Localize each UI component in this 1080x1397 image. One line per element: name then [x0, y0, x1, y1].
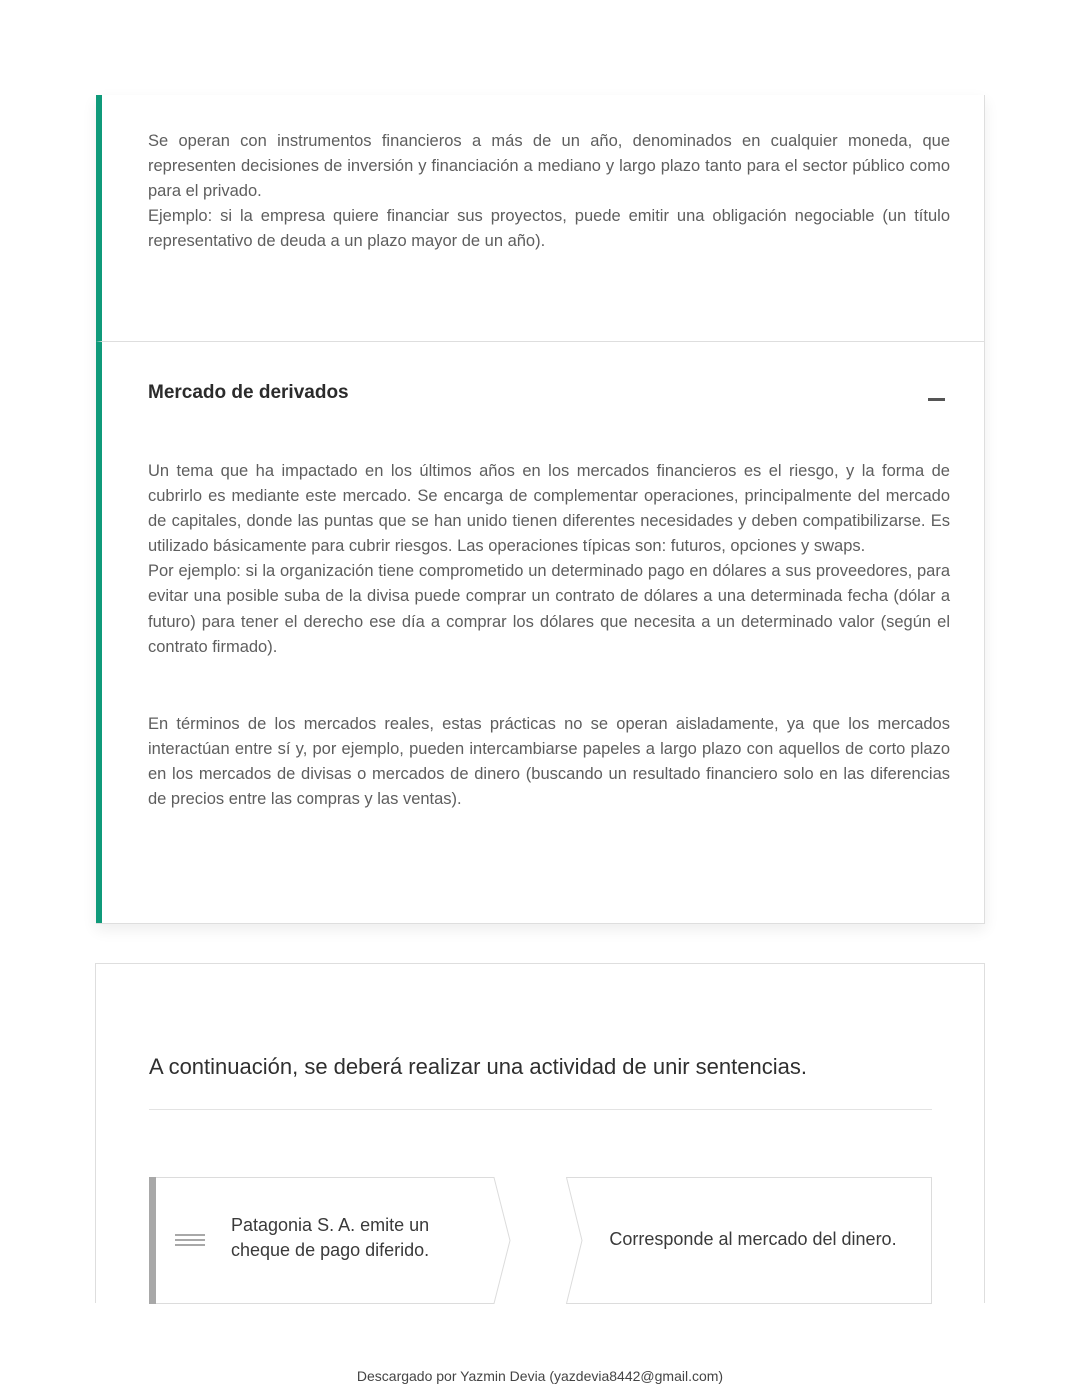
minus-icon — [928, 398, 945, 401]
section-title[interactable]: Mercado de derivados — [148, 382, 349, 403]
drop-target-card[interactable] — [566, 1177, 932, 1304]
matching-activity — [95, 963, 985, 1303]
draggable-card[interactable] — [149, 1177, 513, 1304]
card-statement: Patagonia S. A. emite un cheque de pago diferido. — [231, 1215, 430, 1260]
download-footer: Descargado por Yazmin Devia (yazdevia8442@gmail.com) — [356, 1368, 724, 1384]
section-paragraph: Se operan con instrumentos financieros a más de un año, denominados en cualquier moneda, que representen decisiones de inversión y financiación a mediano y largo plazo tanto para el sector público como para el privado. — [148, 132, 950, 201]
accordion-section-mercado-derivados — [96, 341, 984, 923]
section-example: Por ejemplo: si la organización tiene comprometido un determinado pago en dólares a sus proveedores, para evitar una posible suba de la divisa puede comprar un contrato de dólares a una determinada fecha (dólar a futuro) para tener el derecho ese día a comprar los dólares que necesita a un determinado valor (según el contrato firmado). — [148, 562, 950, 656]
collapse-button[interactable] — [924, 392, 950, 406]
section-body — [148, 129, 950, 254]
accordion — [96, 95, 985, 924]
section-paragraph-2: En términos de los mercados reales, estas prácticas no se operan aisladamente, ya que los mercados interactúan entre sí y, por ejemplo, pueden intercambiarse papeles a largo plazo con aquellos de corto plazo en los mercados de divisas o mercados de dinero (buscando un resultado financiero solo en las diferencias de precios entre las compras y las ventas). — [148, 715, 950, 809]
section-body — [148, 459, 950, 660]
section-example: Ejemplo: si la empresa quiere financiar sus proyectos, puede emitir una obligación negociable (un título representativo de deuda a un plazo mayor de un año). — [148, 207, 950, 251]
activity-title: A continuación, se deberá realizar una actividad de unir sentencias. — [149, 1054, 807, 1079]
section-paragraph: Un tema que ha impactado en los últimos años en los mercados financieros es el riesgo, y la forma de cubrirlo es mediante este mercado. Se encarga de complementar operaciones, principalmente del mercado de capitales, donde las puntas que se han unido tienen diferentes necesidades y deben compatibilizarse. Es utilizado básicamente para cubrir riesgos. Las operaciones típicas son: futuros, opciones y swaps. — [148, 462, 950, 556]
accordion-section-mercado-capitales — [96, 95, 984, 341]
divider — [149, 1109, 932, 1110]
card-answer: Corresponde al mercado del dinero. — [609, 1229, 897, 1249]
drag-handle-icon[interactable] — [175, 1234, 207, 1248]
